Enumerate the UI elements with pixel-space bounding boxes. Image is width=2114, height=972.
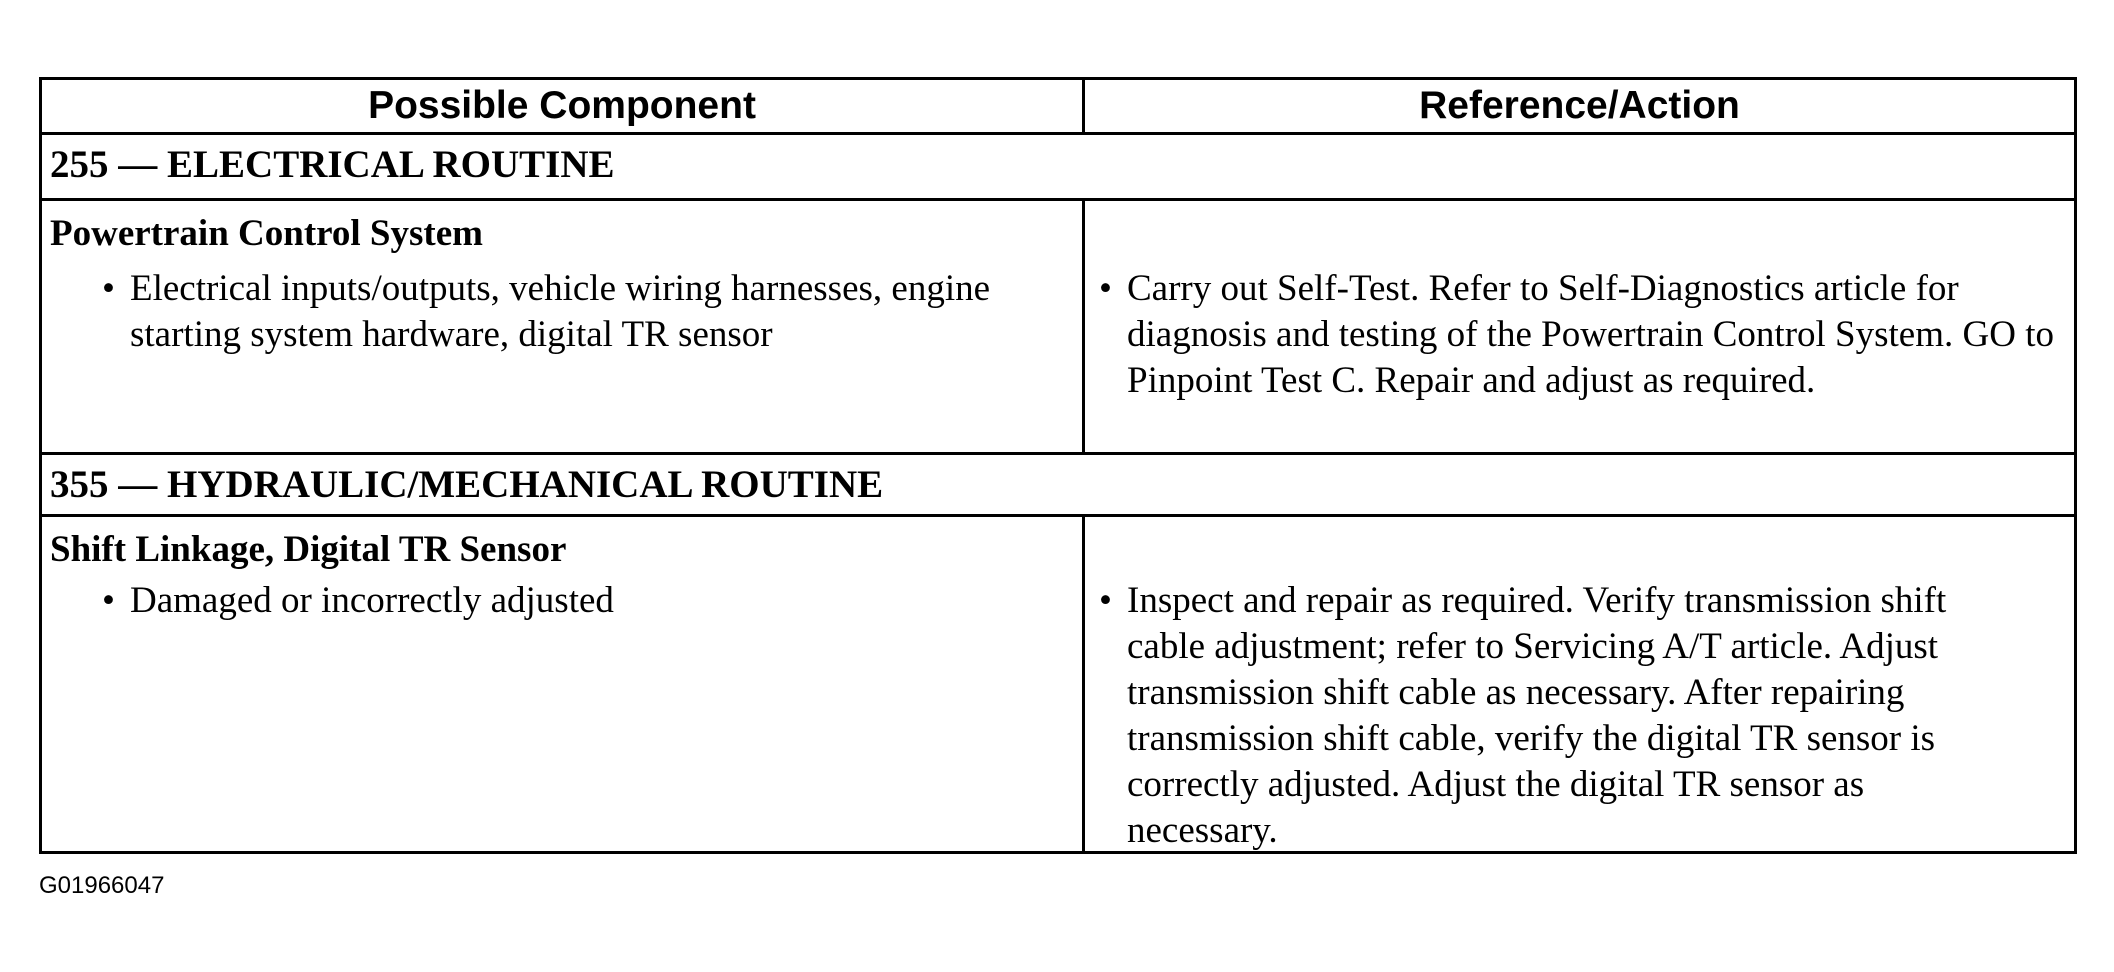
bullet-dot: • xyxy=(102,580,115,621)
component-title-powertrain: Powertrain Control System xyxy=(50,213,483,254)
figure-id: G01966047 xyxy=(39,872,165,899)
diagnostic-table xyxy=(39,77,2077,854)
action-bullet-electrical xyxy=(1099,266,2064,404)
column-divider-header xyxy=(1082,80,1085,135)
action-bullet-text: Carry out Self-Test. Refer to Self-Diagnostics article for diagnosis and testing of the Powertrain Control System. GO to Pinpoint Test C. Repair and adjust as required. xyxy=(1127,268,2054,401)
divider-section-2 xyxy=(42,514,2074,517)
header-reference-action: Reference/Action xyxy=(1419,84,1740,127)
component-bullet-electrical xyxy=(102,266,1077,358)
component-title-shift-linkage: Shift Linkage, Digital TR Sensor xyxy=(50,529,567,570)
section-title-electrical: 255 — ELECTRICAL ROUTINE xyxy=(50,143,615,186)
bullet-dot: • xyxy=(1099,580,1112,621)
component-bullet-text: Damaged or incorrectly adjusted xyxy=(130,580,614,621)
header-possible-component: Possible Component xyxy=(368,84,756,127)
component-bullet-hydraulic xyxy=(102,578,1077,624)
column-divider-section-2 xyxy=(1082,517,1085,851)
action-bullet-text: Inspect and repair as required. Verify transmission shift cable adjustment; refer to Servicing A/T article. Adjust transmission shift cable as necessary. After repairing transmission shift cable, verify the digital TR sensor is correctly adjusted. Adjust the digital TR sensor as necessary. xyxy=(1127,580,1947,851)
column-divider-section-1 xyxy=(1082,201,1085,455)
section-title-hydraulic: 355 — HYDRAULIC/MECHANICAL ROUTINE xyxy=(50,463,884,506)
divider-section-1 xyxy=(42,198,2074,201)
bullet-dot: • xyxy=(1099,268,1112,309)
bullet-dot: • xyxy=(102,268,115,309)
action-bullet-hydraulic xyxy=(1099,578,2019,854)
component-bullet-text: Electrical inputs/outputs, vehicle wiring harnesses, engine starting system hardware, digital TR sensor xyxy=(130,268,991,355)
